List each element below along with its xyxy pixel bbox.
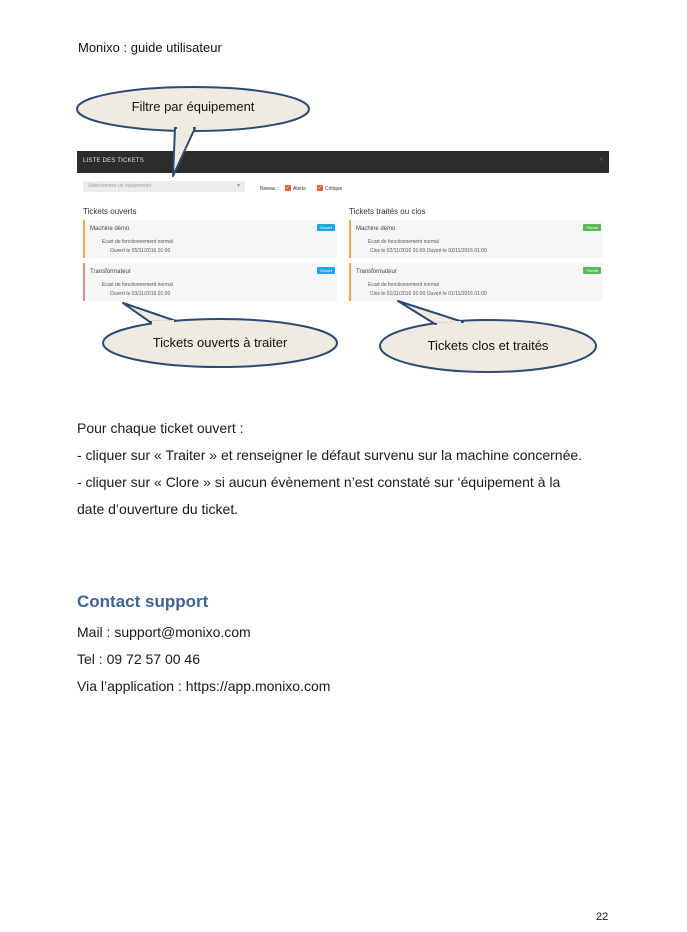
status-badge: Fermé	[583, 267, 601, 274]
close-icon[interactable]: ×	[598, 154, 604, 164]
instruction-intro: Pour chaque ticket ouvert :	[77, 420, 244, 436]
contact-tel: Tel : 09 72 57 00 46	[77, 651, 200, 667]
instruction-clore-cont: date d’ouverture du ticket.	[77, 501, 239, 517]
status-badge: Fermé	[583, 224, 601, 231]
document-header: Monixo : guide utilisateur	[78, 40, 222, 55]
ticket-name: Transformateur	[356, 269, 397, 275]
contact-mail: Mail : support@monixo.com	[77, 624, 251, 640]
chevron-down-icon: ▾	[236, 183, 240, 189]
page-number: 22	[596, 911, 609, 923]
alert-checkbox-label: Alerte	[293, 186, 307, 192]
alert-checkbox[interactable]: ✓	[285, 185, 291, 191]
ticket-description: Ecart de fonctionnement normal	[102, 282, 173, 288]
open-tickets-title: Tickets ouverts	[83, 207, 137, 216]
panel-title: LISTE DES TICKETS	[83, 158, 144, 164]
callout-closed-text: Tickets clos et traités	[427, 338, 549, 353]
niveau-label: Niveau :	[260, 186, 279, 192]
ticket-name: Transformateur	[90, 269, 131, 275]
ticket-meta: Ouvert le 05/11/2016 01:00	[110, 248, 171, 254]
ticket-name: Machine démo	[90, 226, 130, 232]
contact-app: Via l’application : https://app.monixo.com	[77, 678, 331, 694]
instruction-clore: - cliquer sur « Clore » si aucun évènement n’est constaté sur ‘équipement à la	[77, 474, 561, 490]
status-badge: Ouvert	[317, 267, 335, 274]
ticket-meta: Ouvert le 03/11/2016 01:00	[110, 291, 171, 297]
critical-checkbox[interactable]: ✓	[317, 185, 323, 191]
callout-closed-shape	[380, 301, 596, 372]
closed-tickets-title: Tickets traités ou clos	[349, 207, 426, 216]
ticket-meta: Clos le 02/11/2016 01:00 Ouvert le 02/11/2016 01:00	[370, 248, 487, 254]
critical-checkbox-label: Critique	[325, 186, 343, 192]
status-badge: Ouvert	[317, 224, 335, 231]
instruction-traiter: - cliquer sur « Traiter » et renseigner le défaut survenu sur la machine concernée.	[77, 447, 583, 463]
ticket-name: Machine démo	[356, 226, 396, 232]
ticket-description: Ecart de fonctionnement normal	[368, 239, 439, 245]
callout-filter-text: Filtre par équipement	[131, 99, 255, 114]
callout-shapes	[0, 0, 687, 420]
ticket-meta: Clos le 01/11/2016 01:00 Ouvert le 01/11/2016 01:00	[370, 291, 487, 297]
callout-open-text: Tickets ouverts à traiter	[152, 335, 288, 350]
contact-support-heading: Contact support	[77, 592, 209, 611]
equipment-select-placeholder: Sélectionnez un équipement	[88, 183, 152, 189]
ticket-description: Ecart de fonctionnement normal	[102, 239, 173, 245]
ticket-description: Ecart de fonctionnement normal	[368, 282, 439, 288]
